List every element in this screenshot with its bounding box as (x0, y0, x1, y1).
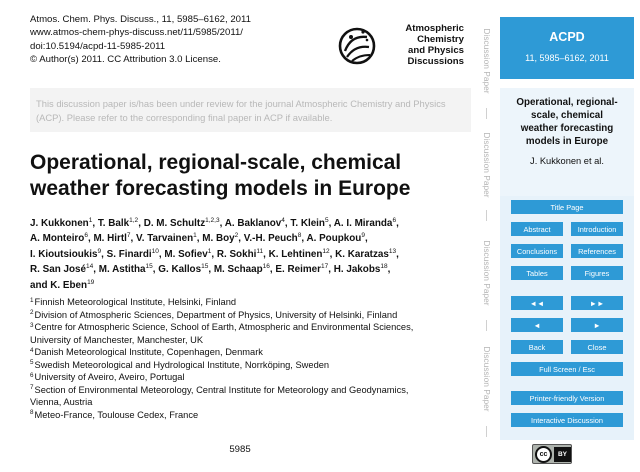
acp-logo (337, 22, 467, 74)
affiliation-text: Division of Atmospheric Sciences, Department of Physics, University of Helsinki, Finland (34, 309, 398, 320)
affiliation-number: 7 (30, 384, 34, 391)
affiliation-item (30, 384, 475, 397)
affiliation-marker: 1 (207, 247, 212, 255)
author-name: A. Monteiro (30, 233, 85, 245)
review-notice: This discussion paper is/has been under review for the journal Atmospheric Chemistry and Physics (ACP). Please refer to the corresponding final paper in ACP if available. (30, 88, 471, 132)
strip-separator (486, 320, 487, 331)
journal-header (500, 17, 634, 79)
journal-volume: 11, 5985–6162, 2011 (525, 53, 609, 63)
discussion-paper-strip: Discussion Paper Discussion Paper Discussion Paper Discussion Paper (480, 0, 494, 472)
skip-last-icon: ►► (589, 298, 605, 308)
affiliation-text: University of Aveiro, Aveiro, Portugal (34, 372, 185, 382)
author-name: A. Baklanov (224, 218, 282, 229)
title-line: weather forecasting models in Europe (30, 177, 411, 200)
egu-swirl-logo-icon (337, 23, 377, 71)
affiliation-marker: 5 (324, 217, 329, 224)
printer-friendly-button[interactable]: Printer-friendly Version (511, 391, 623, 405)
affiliation-marker: 12 (322, 247, 330, 255)
affiliation-marker: 18 (380, 263, 388, 271)
doi[interactable]: doi:10.5194/acpd-11-5985-2011 (30, 40, 166, 52)
affiliation-marker: 1 (193, 232, 197, 240)
affiliation-item (30, 296, 475, 309)
paper-title (30, 150, 470, 202)
author-name: A. Poupkou (306, 233, 362, 245)
author-line: I. Kioutsioukis$^9$, S. Finardi$^{10}$, M. Sofiev$^1$, R. Sokhi$^{11}$, K. Lehtinen$^{12}$, K. Karatzas$^{13}$, (30, 247, 399, 260)
sidebar-paper-title (500, 96, 634, 148)
affiliation-marker: 15 (145, 263, 153, 271)
affiliation-marker: 7 (126, 232, 131, 240)
affiliation-marker: 6 (84, 232, 88, 240)
author-name: J. Kukkonen (30, 218, 89, 229)
affiliation-list (30, 296, 475, 421)
affiliation-marker: 8 (297, 232, 302, 240)
affiliation-marker: 1,2,3 (205, 217, 220, 224)
author-name: D. M. Schultz (143, 218, 206, 229)
affiliation-text: Section of Environmental Meteorology, Central Institute for Meteorology and Geodynamics, (34, 384, 409, 395)
author-name: V.-H. Peuch (243, 233, 298, 245)
introduction-button[interactable]: Introduction (571, 222, 623, 236)
sidebar-author: J. Kukkonen et al. (530, 156, 604, 166)
affiliation-number: 3 (30, 321, 34, 329)
paper-summary-box (500, 88, 634, 196)
author-name: and K. Eben (30, 279, 88, 291)
affiliation-marker: 4 (281, 217, 285, 224)
affiliation-number: 5 (30, 359, 34, 366)
affiliation-marker: 6 (392, 217, 397, 224)
affiliation-text: Danish Meteorological Institute, Copenhagen, Denmark (34, 347, 263, 357)
author-name: E. Reimer (275, 264, 321, 276)
by-mark: BY (554, 447, 571, 462)
affiliation-text: Swedish Meteorological and Hydrological Institute, Norrköping, Sweden (34, 359, 330, 370)
copyright-notice: © Author(s) 2011. CC Attribution 3.0 License. (30, 54, 221, 66)
author-line: A. Monteiro$^6$, M. Hirtl$^7$, V. Tarvainen$^1$, M. Boy$^2$, V.-H. Peuch$^8$, A. Poupkou$^9$, (30, 232, 368, 245)
affiliation-text: Centre for Atmospheric Science, School of Earth, Atmospheric and Environmental Sciences, (34, 322, 414, 332)
logo-line: Chemistry (417, 34, 464, 45)
affiliation-item (30, 334, 475, 347)
author-name: G. Kallos (158, 264, 202, 276)
affiliation-text: Meteo-France, Toulouse Cedex, France (34, 409, 199, 420)
author-list (30, 216, 475, 293)
strip-separator (486, 426, 487, 437)
affiliation-marker: 11 (256, 247, 264, 255)
affiliation-item (30, 309, 475, 322)
affiliation-marker: 17 (320, 263, 329, 271)
affiliation-text: Finnish Meteorological Institute, Helsinki, Finland (34, 297, 237, 307)
author-name: M. Sofiev (164, 248, 208, 260)
author-line: J. Kukkonen$^1$, T. Balk$^{1,2}$, D. M. Schultz$^{1,2,3}$, A. Baklanov$^4$, T. Klein$^5$, A. I. Miranda$^6$, (30, 217, 399, 229)
author-line: R. San José$^{14}$, M. Astitha$^{15}$, G. Kallos$^{15}$, M. Schaap$^{16}$, E. Reimer$^{17}$, H. Jakobs$^{18}$, (30, 263, 391, 276)
affiliation-marker: 10 (151, 247, 159, 255)
logo-line: and Physics (408, 45, 464, 56)
author-name: T. Balk (97, 218, 130, 229)
affiliation-number: 8 (30, 409, 34, 416)
affiliation-number: 1 (30, 296, 34, 304)
affiliation-marker: 9 (361, 232, 365, 240)
sidebar-title-line: models in Europe (525, 136, 609, 147)
creative-commons-by-icon[interactable] (532, 444, 572, 464)
author-name: K. Lehtinen (268, 248, 323, 260)
author-name: S. Finardi (106, 248, 152, 260)
author-name: T. Klein (290, 218, 325, 229)
author-name: M. Astitha (98, 264, 146, 276)
author-name: I. Kioutsioukis (30, 248, 98, 260)
affiliation-item (30, 371, 475, 384)
last-page-button[interactable] (571, 296, 623, 310)
cc-mark: cc (535, 446, 552, 463)
affiliation-marker: 14 (85, 263, 94, 271)
affiliation-item (30, 346, 475, 359)
full-screen-button[interactable]: Full Screen / Esc (511, 362, 623, 376)
citation-block (30, 13, 251, 67)
sidebar-title-line: Operational, regional- (516, 97, 618, 108)
logo-wordmark (375, 23, 464, 67)
abstract-button[interactable]: Abstract (511, 222, 563, 236)
conclusions-button[interactable]: Conclusions (511, 244, 563, 258)
interactive-discussion-button[interactable]: Interactive Discussion (511, 413, 623, 427)
author-name: M. Hirtl (93, 233, 127, 245)
affiliation-number: 4 (30, 346, 34, 354)
sidebar-title-line: scale, chemical (531, 110, 603, 121)
author-name: M. Boy (202, 233, 235, 245)
tables-button[interactable]: Tables (511, 266, 563, 280)
navigation-sidebar (494, 0, 640, 472)
affiliation-text: University of Manchester, Manchester, UK (30, 334, 204, 345)
close-button[interactable]: Close (571, 340, 623, 354)
affiliation-marker: 1,2 (129, 217, 139, 224)
author-name: A. I. Miranda (333, 218, 393, 229)
references-button[interactable]: References (571, 244, 623, 258)
affiliation-marker: 1 (88, 217, 93, 224)
arrow-right-icon: ► (593, 320, 601, 330)
journal-url[interactable]: www.atmos-chem-phys-discuss.net/11/5985/2011/ (30, 27, 243, 39)
strip-separator (486, 210, 487, 221)
logo-line: Discussions (407, 56, 464, 67)
author-name: R. San José (30, 264, 86, 276)
author-line (30, 278, 475, 293)
next-page-button[interactable] (571, 318, 623, 332)
author-name: R. Sokhi (216, 248, 257, 260)
figures-button[interactable]: Figures (571, 266, 623, 280)
author-name: H. Jakobs (333, 264, 381, 276)
strip-separator (486, 108, 487, 119)
sidebar-title-line: weather forecasting (520, 123, 614, 134)
journal-abbreviation: ACPD (549, 30, 585, 44)
skip-first-icon: ◄◄ (529, 298, 545, 308)
logo-line: Atmospheric (405, 23, 464, 34)
author-name: M. Schaap (213, 264, 263, 276)
affiliation-item (30, 321, 475, 334)
title-page-button[interactable]: Title Page (511, 200, 623, 214)
page-number: 5985 (229, 444, 251, 455)
affiliation-marker: 2 (234, 232, 239, 240)
navigation-panel (500, 196, 634, 440)
arrow-left-icon: ◄ (533, 320, 541, 330)
affiliation-marker: 13 (388, 247, 397, 255)
affiliation-marker: 15 (201, 263, 209, 271)
author-name: K. Karatzas (335, 248, 389, 260)
affiliation-item (30, 359, 475, 372)
affiliation-number: 2 (30, 309, 34, 316)
title-line: Operational, regional-scale, chemical (30, 151, 402, 174)
affiliation-marker: 19 (87, 278, 95, 286)
affiliation-text: Vienna, Austria (30, 397, 93, 407)
affiliation-item (30, 396, 475, 409)
affiliation-marker: 9 (97, 247, 102, 255)
author-name: V. Tarvainen (136, 233, 194, 245)
first-page-button[interactable] (511, 296, 563, 310)
previous-page-button[interactable] (511, 318, 563, 332)
back-button[interactable]: Back (511, 340, 563, 354)
affiliation-number: 6 (30, 371, 34, 379)
affiliation-marker: 16 (262, 263, 270, 271)
affiliation-item (30, 409, 475, 422)
journal-citation: Atmos. Chem. Phys. Discuss., 11, 5985–6162, 2011 (30, 14, 251, 25)
